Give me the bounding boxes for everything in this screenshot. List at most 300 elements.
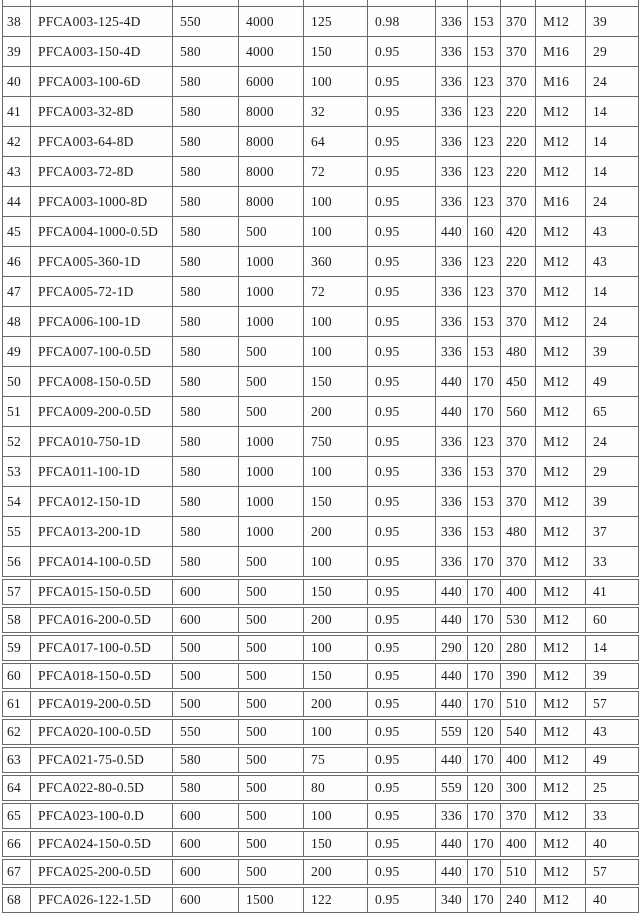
table-upper-section — [2, 6, 639, 577]
table-cell-value: 200 — [303, 859, 368, 885]
table-cell-value: 500 — [238, 366, 304, 397]
table-cell-value: 400 — [500, 579, 536, 605]
table-cell-value: 24 — [585, 66, 639, 97]
table-cell-value: 600 — [172, 607, 239, 633]
table-cell-value: 43 — [585, 246, 639, 277]
table-cell-value: 580 — [172, 516, 239, 547]
table-cell-value: 580 — [172, 186, 239, 217]
table-row — [2, 6, 639, 37]
table-cell-value: 100 — [303, 635, 368, 661]
table-cell-value: M12 — [535, 859, 586, 885]
table-row — [2, 396, 639, 427]
table-cell-value: 336 — [435, 426, 468, 457]
table-cell-value: 100 — [303, 216, 368, 247]
table-cell-value: 200 — [303, 396, 368, 427]
table-cell-value: 300 — [500, 775, 536, 801]
table-cell-value: 150 — [303, 579, 368, 605]
table-cell-value: 75 — [303, 747, 368, 773]
table-cell-value: 200 — [303, 607, 368, 633]
table-cell-value: 153 — [467, 306, 501, 337]
table-cell-value: 336 — [435, 66, 468, 97]
table-cell-value: 450 — [500, 366, 536, 397]
table-cell-value: 24 — [585, 306, 639, 337]
table-cell-value: 170 — [467, 803, 501, 829]
table-cell-value: 0.95 — [367, 276, 436, 307]
table-row — [2, 775, 639, 801]
table-cell-value: 290 — [435, 635, 468, 661]
table-cell-row-number: 55 — [2, 516, 31, 547]
table-cell-value: 580 — [172, 126, 239, 157]
table-cell-value: 160 — [467, 216, 501, 247]
table-cell-row-number: 53 — [2, 456, 31, 487]
table-cell-value: 153 — [467, 456, 501, 487]
table-cell-row-number: 44 — [2, 186, 31, 217]
table-cell-value: 600 — [172, 579, 239, 605]
table-cell-value: 170 — [467, 859, 501, 885]
table-lower-section — [2, 579, 639, 913]
table-cell-part-code: PFCA026-122-1.5D — [30, 887, 173, 913]
table-cell-value: M12 — [535, 486, 586, 517]
table-cell-value: 14 — [585, 96, 639, 127]
table-cell-value: 440 — [435, 747, 468, 773]
table-cell-value: 14 — [585, 126, 639, 157]
table-row — [2, 691, 639, 717]
table-row — [2, 186, 639, 217]
table-cell-value: M12 — [535, 6, 586, 37]
table-cell-value: M12 — [535, 546, 586, 577]
table-cell-value: 750 — [303, 426, 368, 457]
table-cell-value: 150 — [303, 486, 368, 517]
table-cell-value: 500 — [238, 719, 304, 745]
table-cell-value: M12 — [535, 126, 586, 157]
table-cell-value: 200 — [303, 691, 368, 717]
table-cell-value: 550 — [172, 6, 239, 37]
table-cell-value: M12 — [535, 663, 586, 689]
table-cell-value: 0.95 — [367, 546, 436, 577]
table-cell-value: 370 — [500, 36, 536, 67]
table-cell-value: M12 — [535, 216, 586, 247]
table-cell-value: 120 — [467, 775, 501, 801]
table-cell-value: 100 — [303, 456, 368, 487]
table-cell-value: 6000 — [238, 66, 304, 97]
table-row — [2, 719, 639, 745]
table-row — [2, 831, 639, 857]
table-cell-value: 510 — [500, 859, 536, 885]
table-cell-value: 123 — [467, 246, 501, 277]
table-cell-part-code: PFCA025-200-0.5D — [30, 859, 173, 885]
table-cell-value: 100 — [303, 803, 368, 829]
table-cell-value: 40 — [585, 887, 639, 913]
table-cell-value: 500 — [238, 663, 304, 689]
table-cell-value: M12 — [535, 456, 586, 487]
table-cell-value: M12 — [535, 607, 586, 633]
table-cell-value: M12 — [535, 276, 586, 307]
table-cell-row-number: 38 — [2, 6, 31, 37]
table-cell-value: 370 — [500, 546, 536, 577]
table-cell-value: 1000 — [238, 306, 304, 337]
table-cell-value: 170 — [467, 663, 501, 689]
table-cell-value: 153 — [467, 486, 501, 517]
table-cell-row-number: 40 — [2, 66, 31, 97]
table-cell-part-code: PFCA022-80-0.5D — [30, 775, 173, 801]
table-cell-row-number: 63 — [2, 747, 31, 773]
table-row — [2, 216, 639, 247]
table-cell-value: 340 — [435, 887, 468, 913]
table-cell-value: M12 — [535, 691, 586, 717]
table-cell-value: 500 — [238, 691, 304, 717]
table-cell-row-number: 67 — [2, 859, 31, 885]
table-cell-part-code: PFCA021-75-0.5D — [30, 747, 173, 773]
table-cell-value: 336 — [435, 96, 468, 127]
table-cell-value: M12 — [535, 579, 586, 605]
table-row — [2, 426, 639, 457]
table-row — [2, 859, 639, 885]
table-cell-value: 153 — [467, 6, 501, 37]
table-cell-row-number: 68 — [2, 887, 31, 913]
table-cell-value: 580 — [172, 366, 239, 397]
table-row — [2, 96, 639, 127]
table-cell-row-number: 52 — [2, 426, 31, 457]
table-cell-row-number: 45 — [2, 216, 31, 247]
table-cell-value: 170 — [467, 579, 501, 605]
table-row — [2, 336, 639, 367]
table-cell-value: 600 — [172, 859, 239, 885]
table-cell-value: 8000 — [238, 96, 304, 127]
table-cell-value: 1000 — [238, 246, 304, 277]
table-cell-value: 43 — [585, 719, 639, 745]
table-cell-value: 0.95 — [367, 579, 436, 605]
table-cell-value: 336 — [435, 156, 468, 187]
table-cell-row-number: 39 — [2, 36, 31, 67]
table-cell-value: 0.95 — [367, 456, 436, 487]
table-cell-value: 125 — [303, 6, 368, 37]
table-cell-value: 500 — [238, 336, 304, 367]
table-cell-value: 120 — [467, 719, 501, 745]
table-cell-value: 1000 — [238, 516, 304, 547]
table-cell-part-code: PFCA016-200-0.5D — [30, 607, 173, 633]
table-cell-value: 0.95 — [367, 336, 436, 367]
table-cell-row-number: 61 — [2, 691, 31, 717]
table-cell-value: 1500 — [238, 887, 304, 913]
table-cell-value: 440 — [435, 663, 468, 689]
table-cell-value: 600 — [172, 803, 239, 829]
table-cell-value: 580 — [172, 66, 239, 97]
table-cell-row-number: 62 — [2, 719, 31, 745]
table-cell-value: 370 — [500, 306, 536, 337]
table-cell-row-number: 46 — [2, 246, 31, 277]
table-cell-value: 370 — [500, 456, 536, 487]
table-cell-value: 8000 — [238, 126, 304, 157]
table-cell-value: 580 — [172, 486, 239, 517]
table-cell-value: 336 — [435, 6, 468, 37]
table-cell-value: 0.95 — [367, 366, 436, 397]
table-cell-value: 1000 — [238, 456, 304, 487]
table-cell-value: 500 — [238, 635, 304, 661]
table-cell-value: 500 — [172, 635, 239, 661]
table-cell-value: 170 — [467, 691, 501, 717]
table-cell-value: 1000 — [238, 426, 304, 457]
table-cell-value: 0.95 — [367, 426, 436, 457]
table-cell-value: M16 — [535, 66, 586, 97]
table-row — [2, 456, 639, 487]
table-cell-part-code: PFCA005-72-1D — [30, 276, 173, 307]
table-cell-part-code: PFCA018-150-0.5D — [30, 663, 173, 689]
table-cell-part-code: PFCA011-100-1D — [30, 456, 173, 487]
table-cell-value: 550 — [172, 719, 239, 745]
table-cell-value: 170 — [467, 396, 501, 427]
table-cell-value: 24 — [585, 426, 639, 457]
table-cell-value: 14 — [585, 635, 639, 661]
table-cell-value: 500 — [238, 747, 304, 773]
table-cell-value: 150 — [303, 366, 368, 397]
table-cell-value: 360 — [303, 246, 368, 277]
table-cell-value: 559 — [435, 775, 468, 801]
table-cell-value: 336 — [435, 516, 468, 547]
table-cell-value: 480 — [500, 336, 536, 367]
table-cell-value: 280 — [500, 635, 536, 661]
table-cell-value: 500 — [238, 859, 304, 885]
table-cell-value: 122 — [303, 887, 368, 913]
table-cell-value: 123 — [467, 96, 501, 127]
table-cell-value: 370 — [500, 803, 536, 829]
table-cell-value: M12 — [535, 747, 586, 773]
table-cell-value: 8000 — [238, 156, 304, 187]
table-cell-value: 500 — [238, 396, 304, 427]
table-cell-value: 1000 — [238, 276, 304, 307]
table-cell-value: 0.95 — [367, 36, 436, 67]
table-cell-value: M12 — [535, 803, 586, 829]
table-cell-part-code: PFCA003-32-8D — [30, 96, 173, 127]
table-cell-value: 49 — [585, 747, 639, 773]
table-cell-value: 0.95 — [367, 747, 436, 773]
table-cell-value: 370 — [500, 486, 536, 517]
table-cell-value: 336 — [435, 486, 468, 517]
table-cell-value: 530 — [500, 607, 536, 633]
table-cell-value: 100 — [303, 186, 368, 217]
table-cell-value: 170 — [467, 366, 501, 397]
table-cell-value: 400 — [500, 831, 536, 857]
table-cell-row-number: 49 — [2, 336, 31, 367]
table-cell-row-number: 48 — [2, 306, 31, 337]
table-cell-value: 336 — [435, 336, 468, 367]
table-cell-value: M12 — [535, 719, 586, 745]
table-cell-value: 440 — [435, 579, 468, 605]
table-cell-value: 500 — [238, 775, 304, 801]
table-cell-value: 580 — [172, 426, 239, 457]
table-cell-value: 580 — [172, 775, 239, 801]
table-cell-value: 39 — [585, 663, 639, 689]
table-row — [2, 36, 639, 67]
table-cell-value: 580 — [172, 96, 239, 127]
table-cell-value: 390 — [500, 663, 536, 689]
table-cell-value: 500 — [238, 216, 304, 247]
table-cell-value: 100 — [303, 546, 368, 577]
table-cell-part-code: PFCA014-100-0.5D — [30, 546, 173, 577]
table-cell-value: M12 — [535, 887, 586, 913]
table-cell-value: 440 — [435, 831, 468, 857]
table-cell-value: 14 — [585, 156, 639, 187]
table-cell-value: M16 — [535, 186, 586, 217]
table-cell-value: M12 — [535, 306, 586, 337]
table-cell-value: 170 — [467, 887, 501, 913]
table-cell-value: 0.95 — [367, 635, 436, 661]
table-cell-value: 580 — [172, 276, 239, 307]
table-cell-value: 100 — [303, 719, 368, 745]
table-cell-value: 39 — [585, 6, 639, 37]
table-cell-value: 100 — [303, 66, 368, 97]
table-cell-value: 100 — [303, 306, 368, 337]
table-row — [2, 156, 639, 187]
table-cell-part-code: PFCA007-100-0.5D — [30, 336, 173, 367]
table-cell-value: 580 — [172, 336, 239, 367]
table-cell-value: 150 — [303, 831, 368, 857]
table-cell-part-code: PFCA019-200-0.5D — [30, 691, 173, 717]
table-cell-value: 0.95 — [367, 887, 436, 913]
table-cell-value: 480 — [500, 516, 536, 547]
table-cell-value: 0.95 — [367, 486, 436, 517]
table-cell-value: 32 — [303, 96, 368, 127]
table-cell-value: 370 — [500, 426, 536, 457]
table-cell-row-number: 58 — [2, 607, 31, 633]
table-cell-value: 336 — [435, 246, 468, 277]
table-cell-value: M12 — [535, 426, 586, 457]
table-cell-value: 500 — [238, 803, 304, 829]
table-cell-part-code: PFCA024-150-0.5D — [30, 831, 173, 857]
table-cell-value: M12 — [535, 156, 586, 187]
table-cell-value: 440 — [435, 396, 468, 427]
table-cell-value: 4000 — [238, 6, 304, 37]
table-cell-value: 123 — [467, 426, 501, 457]
table-row — [2, 579, 639, 605]
table-cell-value: 65 — [585, 396, 639, 427]
table-cell-value: 39 — [585, 336, 639, 367]
table-cell-value: 33 — [585, 803, 639, 829]
table-cell-value: 72 — [303, 156, 368, 187]
table-cell-value: 0.95 — [367, 831, 436, 857]
table-cell-value: 336 — [435, 456, 468, 487]
table-cell-value: 0.95 — [367, 216, 436, 247]
table-row — [2, 607, 639, 633]
table-cell-value: 580 — [172, 456, 239, 487]
table-cell-value: 0.95 — [367, 691, 436, 717]
table-cell-value: M12 — [535, 635, 586, 661]
table-cell-value: 170 — [467, 747, 501, 773]
table-cell-value: 0.95 — [367, 156, 436, 187]
table-cell-part-code: PFCA003-1000-8D — [30, 186, 173, 217]
table-cell-part-code: PFCA015-150-0.5D — [30, 579, 173, 605]
table-cell-value: 123 — [467, 276, 501, 307]
table-cell-value: 4000 — [238, 36, 304, 67]
table-cell-value: 580 — [172, 246, 239, 277]
table-cell-value: 123 — [467, 156, 501, 187]
table-cell-value: 0.95 — [367, 775, 436, 801]
table-row — [2, 747, 639, 773]
table-cell-value: 400 — [500, 747, 536, 773]
table-cell-value: 440 — [435, 216, 468, 247]
table-cell-value: 25 — [585, 775, 639, 801]
table-cell-value: 0.95 — [367, 246, 436, 277]
table-cell-value: 0.95 — [367, 96, 436, 127]
table-cell-value: 440 — [435, 607, 468, 633]
table-cell-value: 600 — [172, 887, 239, 913]
table-cell-value: M12 — [535, 366, 586, 397]
table-cell-value: 500 — [172, 663, 239, 689]
table-cell-part-code: PFCA005-360-1D — [30, 246, 173, 277]
table-cell-part-code: PFCA003-72-8D — [30, 156, 173, 187]
table-cell-value: 153 — [467, 336, 501, 367]
table-cell-value: 0.95 — [367, 66, 436, 97]
table-cell-row-number: 56 — [2, 546, 31, 577]
table-row — [2, 486, 639, 517]
parts-spec-table — [2, 0, 639, 913]
table-cell-value: 336 — [435, 306, 468, 337]
table-cell-value: 440 — [435, 691, 468, 717]
table-cell-value: 500 — [238, 546, 304, 577]
table-cell-part-code: PFCA003-64-8D — [30, 126, 173, 157]
table-row — [2, 546, 639, 577]
table-row — [2, 126, 639, 157]
table-cell-value: 153 — [467, 516, 501, 547]
table-cell-value: 0.95 — [367, 306, 436, 337]
table-cell-value: 80 — [303, 775, 368, 801]
table-cell-value: M12 — [535, 96, 586, 127]
table-cell-value: 580 — [172, 36, 239, 67]
table-cell-part-code: PFCA004-1000-0.5D — [30, 216, 173, 247]
table-cell-row-number: 66 — [2, 831, 31, 857]
table-cell-value: 37 — [585, 516, 639, 547]
table-cell-part-code: PFCA010-750-1D — [30, 426, 173, 457]
table-cell-value: 500 — [238, 831, 304, 857]
table-cell-value: M12 — [535, 516, 586, 547]
table-cell-value: 150 — [303, 36, 368, 67]
table-cell-row-number: 47 — [2, 276, 31, 307]
table-cell-value: 336 — [435, 546, 468, 577]
table-cell-value: 200 — [303, 516, 368, 547]
table-cell-value: M12 — [535, 775, 586, 801]
table-cell-value: 220 — [500, 156, 536, 187]
table-row — [2, 516, 639, 547]
table-cell-value: 0.95 — [367, 186, 436, 217]
table-cell-value: 0.95 — [367, 126, 436, 157]
table-cell-value: 600 — [172, 831, 239, 857]
table-cell-part-code: PFCA020-100-0.5D — [30, 719, 173, 745]
table-cell-value: 60 — [585, 607, 639, 633]
table-cell-value: 500 — [172, 691, 239, 717]
table-cell-value: 43 — [585, 216, 639, 247]
table-cell-value: 0.95 — [367, 607, 436, 633]
table-cell-value: 440 — [435, 859, 468, 885]
table-cell-value: 24 — [585, 186, 639, 217]
table-cell-part-code: PFCA017-100-0.5D — [30, 635, 173, 661]
table-cell-value: 580 — [172, 306, 239, 337]
table-cell-value: 370 — [500, 276, 536, 307]
table-cell-row-number: 50 — [2, 366, 31, 397]
table-cell-value: 120 — [467, 635, 501, 661]
table-cell-value: 57 — [585, 691, 639, 717]
table-cell-value: 72 — [303, 276, 368, 307]
table-row — [2, 803, 639, 829]
table-cell-value: 580 — [172, 747, 239, 773]
table-cell-value: 0.95 — [367, 803, 436, 829]
table-cell-part-code: PFCA003-150-4D — [30, 36, 173, 67]
table-cell-value: 440 — [435, 366, 468, 397]
table-cell-value: 39 — [585, 486, 639, 517]
table-cell-value: 420 — [500, 216, 536, 247]
table-cell-value: 336 — [435, 803, 468, 829]
table-cell-value: 0.95 — [367, 719, 436, 745]
table-cell-value: 500 — [238, 607, 304, 633]
table-cell-value: 100 — [303, 336, 368, 367]
